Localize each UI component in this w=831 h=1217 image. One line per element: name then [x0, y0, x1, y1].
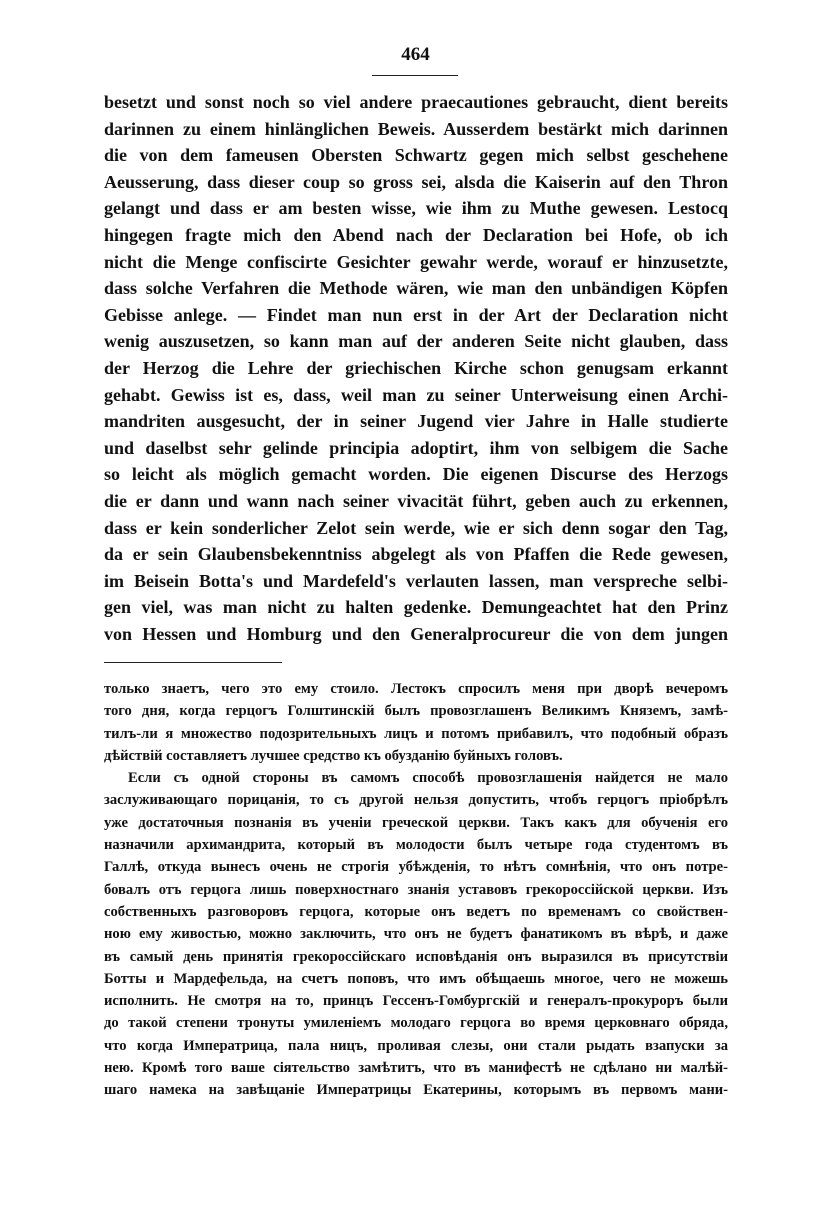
main-text-line: gen viel, was man nicht zu halten gedenke. Demungeachtet hat den Prinz: [104, 597, 728, 618]
footnote-text-line: того дня, когда герцогъ Голштинскій былъ провозглашенъ Великимъ Княземъ, замѣ-: [104, 703, 728, 720]
footnote-text-line: уже достаточныя познанія въ ученіи греческой церкви. Такъ какъ для обученія его: [104, 814, 728, 831]
main-text-line: Gebisse anlege. — Findet man nun erst in der Art der Declaration nicht: [104, 304, 728, 325]
footnote-text-line: исполнить. Не смотря на то, принцъ Гессенъ-Гомбургскій и генералъ-прокуроръ были: [104, 993, 728, 1010]
main-text-line: gehabt. Gewiss ist es, dass, weil man zu seiner Unterweisung einen Archi-: [104, 384, 728, 405]
footnote-text-line: ною ему живостью, можно заключить, что онъ не будетъ фанатикомъ въ вѣрѣ, и даже: [104, 926, 728, 943]
footnote-text-line: тилъ-ли я множество подозрительныхъ лицъ и потомъ прибавилъ, что подобный образъ: [104, 725, 728, 742]
main-text-line: der Herzog die Lehre der griechischen Kirche schon genugsam erkannt: [104, 357, 728, 378]
page-number-rule: [372, 75, 458, 76]
footnote-text-line: бовалъ отъ герцога лишь поверхностнаго знанія уставовъ грекороссійской церкви. Изъ: [104, 881, 728, 898]
main-text-line: die von dem fameusen Obersten Schwartz gegen mich selbst geschehene: [104, 145, 728, 166]
footnote-text-line: только знаетъ, чего это ему стоило. Лестокъ спросилъ меня при дворѣ вечеромъ: [104, 681, 728, 697]
main-text-line: gelangt und dass er am besten wisse, wie ihm zu Muthe gewesen. Lestocq: [104, 198, 728, 219]
footnote-text-line: Если съ одной стороны въ самомъ способѣ провозглашенія найдется не мало: [128, 770, 728, 787]
main-text-line: im Beisein Botta's und Mardefeld's verlauten lassen, man verspreche selbi-: [104, 570, 728, 591]
main-text-line: besetzt und sonst noch so viel andere praecautiones gebraucht, dient bereits: [104, 92, 728, 112]
footnote-text-line: Ботты и Мардефельда, на счетъ поповъ, что имъ обѣщаешь многое, чего не можешь: [104, 970, 728, 987]
main-text-line: darinnen zu einem hinlänglichen Beweis. Ausserdem bestärkt mich darinnen: [104, 118, 728, 139]
footnote-text-line: нею. Кромѣ того ваше сіятельство замѣтитъ, что въ манифестѣ не сдѣлано ни малѣй-: [104, 1060, 728, 1077]
main-text-line: die er dann und wann nach seiner vivacität führt, geben auch zu erkennen,: [104, 490, 728, 511]
main-text-line: mandriten ausgesucht, der in seiner Jugend vier Jahre in Halle studierte: [104, 411, 728, 432]
footnote-text-block: [104, 678, 728, 1102]
page-number: 464: [401, 44, 430, 65]
footnote-text-line: въ самый день принятія грекороссійскаго исповѣданія онъ выразился въ присутствіи: [104, 948, 728, 965]
main-text-line: und daselbst sehr gelinde principia adoptirt, ihm von selbigem die Sache: [104, 437, 728, 458]
footnote-text-line: назначили архимандрита, который въ молодости былъ четыре года студентомъ въ: [104, 837, 728, 854]
main-text-line: hingegen fragte mich den Abend nach der Declaration bei Hofe, ob ich: [104, 224, 728, 245]
footnote-separator: [104, 662, 282, 663]
footnote-text-line: Галлѣ, откуда вынесъ очень не строгія убѣжденія, то нѣтъ сомнѣнія, что онъ потре-: [104, 859, 728, 876]
footnote-text-line: что когда Императрица, пала ницъ, проливая слезы, они стали рыдать взапуски за: [104, 1037, 728, 1054]
footnote-text-line: до такой степени тронуты умиленіемъ молодаго герцога во время церковнаго обряда,: [104, 1015, 728, 1032]
main-text-line: so leicht als möglich gemacht worden. Die eigenen Discurse des Herzogs: [104, 464, 728, 485]
main-text-line: da er sein Glaubensbekenntniss abgelegt als von Pfaffen die Rede gewesen,: [104, 544, 728, 565]
main-text-line: von Hessen und Homburg und den Generalprocureur die von dem jungen: [104, 623, 728, 644]
footnote-text-line: шаго намека на завѣщаніе Императрицы Екатерины, которымъ въ первомъ мани-: [104, 1082, 728, 1099]
footnote-text-line: дѣйствій составляетъ лучшее средство къ обузданію буйныхъ головъ.: [104, 747, 563, 764]
main-text-line: wenig auszusetzen, so kann man auf der anderen Seite nicht glauben, dass: [104, 331, 728, 352]
main-text-line: Aeusserung, dass dieser coup so gross sei, alsda die Kaiserin auf den Thron: [104, 171, 728, 192]
footnote-text-line: заслуживающаго порицанія, то съ другой нельзя допустить, чтобъ герцогъ пріобрѣлъ: [104, 792, 728, 809]
main-text-block: [104, 89, 728, 647]
main-text-line: dass solche Verfahren die Methode wären, wie man den unbändigen Köpfen: [104, 278, 728, 299]
footnote-text-line: собственныхъ разговоровъ герцога, которые онъ ведетъ по временамъ со свойствен-: [104, 903, 728, 920]
main-text-line: nicht die Menge confiscirte Gesichter gewahr werde, worauf er hinzusetzte,: [104, 251, 728, 272]
main-text-line: dass er kein sonderlicher Zelot sein werde, wie er sich denn sogar den Tag,: [104, 517, 728, 538]
